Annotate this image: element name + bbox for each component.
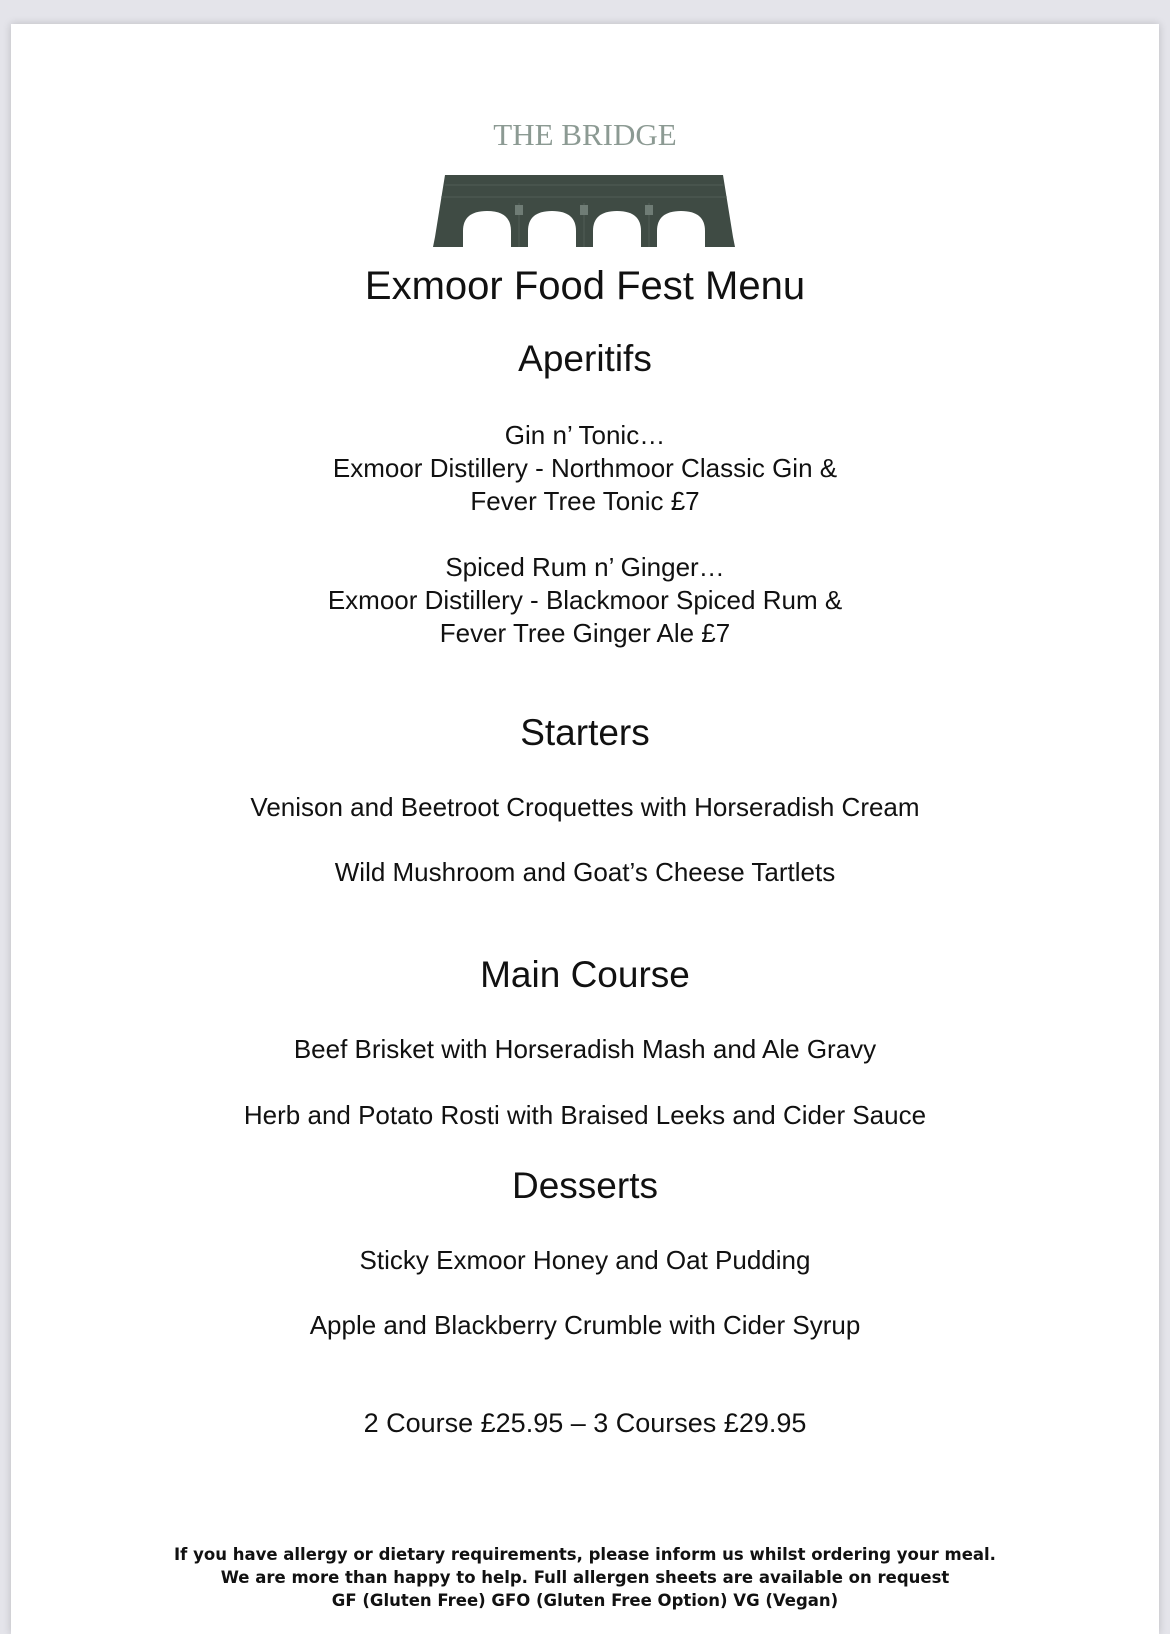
logo-wordmark: THE BRIDGE (493, 117, 677, 152)
dessert-item: Sticky Exmoor Honey and Oat Pudding (359, 1245, 811, 1275)
dietary-key-line: GF (Gluten Free) GFO (Gluten Free Option) VG (Vegan) (331, 1591, 839, 1610)
aperitif-item (11, 419, 1159, 518)
menu-page (11, 24, 1159, 1634)
allergy-notice-line: If you have allergy or dietary requirements, please inform us whilst ordering your meal. (174, 1545, 996, 1564)
main-course-item: Beef Brisket with Horseradish Mash and Ale Gravy (293, 1034, 877, 1064)
allergy-notice-line: We are more than happy to help. Full allergen sheets are available on request (220, 1568, 950, 1587)
main-course-item: Herb and Potato Rosti with Braised Leeks and Cider Sauce (243, 1100, 927, 1130)
aperitifs-heading: Aperitifs (518, 338, 652, 379)
starter-item: Venison and Beetroot Croquettes with Horseradish Cream (250, 792, 920, 822)
desserts-heading: Desserts (512, 1165, 658, 1206)
menu-title: Exmoor Food Fest Menu (364, 264, 806, 308)
dessert-item: Apple and Blackberry Crumble with Cider Syrup (309, 1310, 861, 1340)
bridge-logo-icon (431, 167, 737, 247)
aperitif-name: Gin n’ Tonic… (504, 420, 666, 450)
allergy-notice (11, 1543, 1159, 1612)
aperitif-price-line: Fever Tree Ginger Ale £7 (439, 618, 731, 648)
aperitif-name: Spiced Rum n’ Ginger… (445, 552, 725, 582)
aperitif-description: Exmoor Distillery - Blackmoor Spiced Rum & (327, 585, 843, 615)
aperitif-description: Exmoor Distillery - Northmoor Classic Gin & (332, 453, 838, 483)
starter-item: Wild Mushroom and Goat’s Cheese Tartlets (334, 857, 836, 887)
aperitif-price-line: Fever Tree Tonic £7 (470, 486, 700, 516)
starters-heading: Starters (520, 712, 650, 753)
aperitif-item (11, 551, 1159, 650)
course-pricing: 2 Course £25.95 – 3 Courses £29.95 (363, 1408, 807, 1438)
main-course-heading: Main Course (480, 954, 690, 995)
